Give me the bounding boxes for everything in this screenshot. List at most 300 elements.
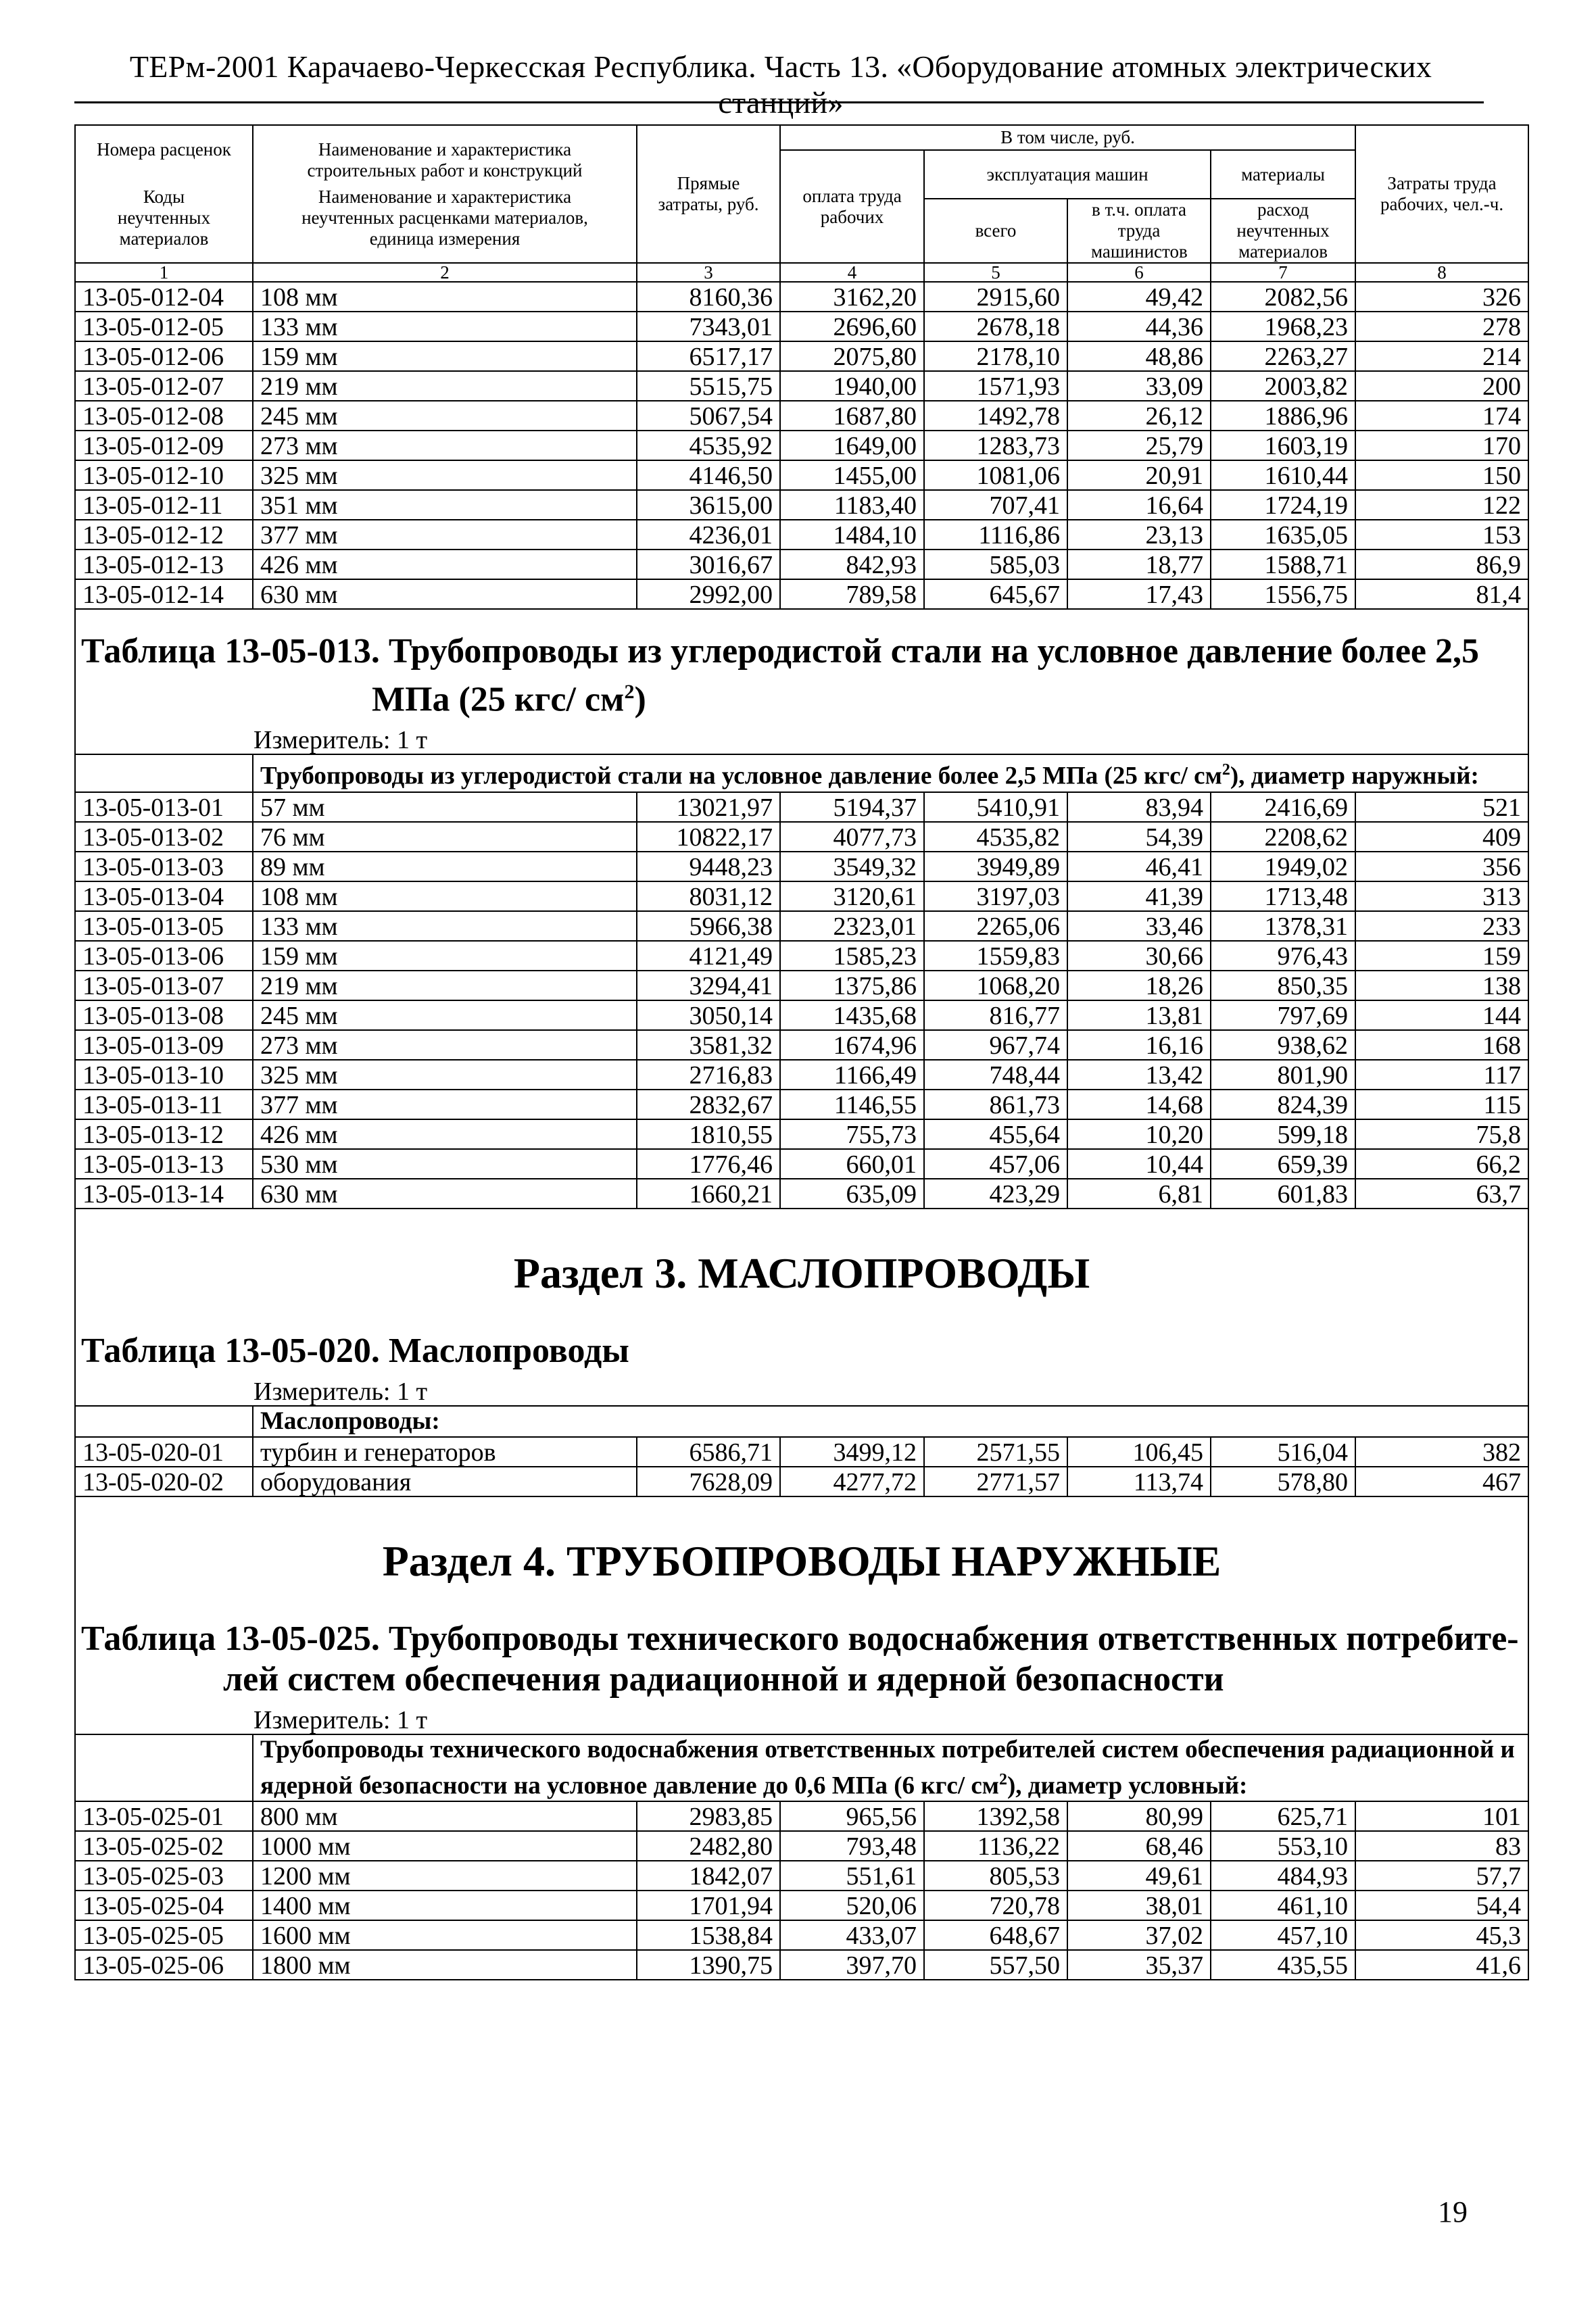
- table-row: [75, 1119, 1528, 1149]
- value-cell: 38,01: [1067, 1891, 1211, 1920]
- value-cell: 455,64: [924, 1119, 1067, 1149]
- value-cell: 793,48: [780, 1831, 924, 1861]
- rate-code: 13-05-012-10: [75, 460, 253, 490]
- item-name: 273 мм: [253, 1030, 637, 1060]
- value-cell: 214: [1355, 341, 1528, 371]
- col-header-wages: оплата труда рабочих: [780, 150, 924, 263]
- value-cell: 1687,80: [780, 401, 924, 431]
- value-cell: 17,43: [1067, 579, 1211, 609]
- value-cell: 115: [1355, 1090, 1528, 1119]
- column-index: 8: [1355, 263, 1528, 282]
- value-cell: 3197,03: [924, 881, 1067, 911]
- value-cell: 1559,83: [924, 941, 1067, 971]
- value-cell: 150: [1355, 460, 1528, 490]
- value-cell: 5966,38: [637, 911, 780, 941]
- value-cell: 2983,85: [637, 1801, 780, 1831]
- value-cell: 4077,73: [780, 822, 924, 852]
- value-cell: 467: [1355, 1467, 1528, 1496]
- value-cell: 1116,86: [924, 520, 1067, 550]
- item-name: 89 мм: [253, 852, 637, 881]
- rate-code: 13-05-012-06: [75, 341, 253, 371]
- value-cell: 174: [1355, 401, 1528, 431]
- value-cell: 2832,67: [637, 1090, 780, 1119]
- value-cell: 6,81: [1067, 1179, 1211, 1209]
- item-name: 219 мм: [253, 971, 637, 1000]
- rate-code: 13-05-013-01: [75, 792, 253, 822]
- item-name: 1400 мм: [253, 1891, 637, 1920]
- value-cell: 3949,89: [924, 852, 1067, 881]
- rate-code: 13-05-012-12: [75, 520, 253, 550]
- measure-unit: Измеритель: 1 т: [75, 1700, 1528, 1734]
- group-label: [253, 1734, 1528, 1801]
- value-cell: 1166,49: [780, 1060, 924, 1090]
- value-cell: 1068,20: [924, 971, 1067, 1000]
- rate-code: 13-05-013-04: [75, 881, 253, 911]
- col-header-material-names: Наименование и характеристика неучтенных расценками материалов, единица измерения: [301, 186, 588, 249]
- measure-unit: Измеритель: 1 т: [75, 1371, 1528, 1406]
- value-cell: 2915,60: [924, 282, 1067, 312]
- item-name: 159 мм: [253, 341, 637, 371]
- value-cell: 1484,10: [780, 520, 924, 550]
- table-row: [75, 431, 1528, 460]
- table-title-line1: Таблица 13-05-025. Трубопроводы технического водоснабжения ответственных потребите-: [81, 1619, 1519, 1658]
- item-name: 245 мм: [253, 1000, 637, 1030]
- title-text: МПа (25 кгс/ см: [372, 680, 625, 719]
- value-cell: 2482,80: [637, 1831, 780, 1861]
- table-row: [75, 401, 1528, 431]
- value-cell: 4121,49: [637, 941, 780, 971]
- group-text-end: ), диаметр наружный:: [1230, 762, 1479, 790]
- table-row: [75, 520, 1528, 550]
- value-cell: 278: [1355, 312, 1528, 341]
- value-cell: 648,67: [924, 1920, 1067, 1950]
- value-cell: 2265,06: [924, 911, 1067, 941]
- group-row: [75, 754, 1528, 791]
- value-cell: 585,03: [924, 550, 1067, 579]
- rates-table: [74, 124, 1529, 1980]
- item-name: 1200 мм: [253, 1861, 637, 1891]
- table-row: [75, 312, 1528, 341]
- value-cell: 66,2: [1355, 1149, 1528, 1179]
- rate-code: 13-05-013-13: [75, 1149, 253, 1179]
- rate-code: 13-05-012-05: [75, 312, 253, 341]
- value-cell: 18,26: [1067, 971, 1211, 1000]
- item-name: 76 мм: [253, 822, 637, 852]
- value-cell: 8160,36: [637, 282, 780, 312]
- item-name: 426 мм: [253, 550, 637, 579]
- table-row: [75, 282, 1528, 312]
- item-name: 133 мм: [253, 312, 637, 341]
- value-cell: 23,13: [1067, 520, 1211, 550]
- value-cell: 4535,82: [924, 822, 1067, 852]
- value-cell: 557,50: [924, 1950, 1067, 1980]
- col-header-labor-costs: Затраты труда рабочих, чел.-ч.: [1355, 125, 1528, 263]
- column-index-row: [75, 263, 1528, 282]
- table-title-row: [75, 1317, 1528, 1371]
- value-cell: 1674,96: [780, 1030, 924, 1060]
- rate-code: 13-05-025-04: [75, 1891, 253, 1920]
- table-title-row: [75, 1605, 1528, 1700]
- value-cell: 86,9: [1355, 550, 1528, 579]
- value-cell: 1492,78: [924, 401, 1067, 431]
- value-cell: 484,93: [1211, 1861, 1355, 1891]
- item-name: 1600 мм: [253, 1920, 637, 1950]
- value-cell: 5194,37: [780, 792, 924, 822]
- table-row: [75, 460, 1528, 490]
- value-cell: 2571,55: [924, 1437, 1067, 1467]
- value-cell: 397,70: [780, 1950, 924, 1980]
- value-cell: 2716,83: [637, 1060, 780, 1090]
- table-row: [75, 1090, 1528, 1119]
- item-name: 1000 мм: [253, 1831, 637, 1861]
- value-cell: 659,39: [1211, 1149, 1355, 1179]
- item-name: 325 мм: [253, 460, 637, 490]
- header-row-1: [75, 125, 1528, 150]
- group-spacer: [75, 1734, 253, 1801]
- value-cell: 1842,07: [637, 1861, 780, 1891]
- value-cell: 578,80: [1211, 1467, 1355, 1496]
- value-cell: 938,62: [1211, 1030, 1355, 1060]
- value-cell: 1588,71: [1211, 550, 1355, 579]
- value-cell: 720,78: [924, 1891, 1067, 1920]
- value-cell: 3581,32: [637, 1030, 780, 1060]
- rate-code: 13-05-012-08: [75, 401, 253, 431]
- item-name: 57 мм: [253, 792, 637, 822]
- value-cell: 457,06: [924, 1149, 1067, 1179]
- value-cell: 1949,02: [1211, 852, 1355, 881]
- item-name: оборудования: [253, 1467, 637, 1496]
- value-cell: 20,91: [1067, 460, 1211, 490]
- table-row: [75, 1950, 1528, 1980]
- table-row: [75, 1149, 1528, 1179]
- value-cell: 41,6: [1355, 1950, 1528, 1980]
- table-row: [75, 1000, 1528, 1030]
- value-cell: 5515,75: [637, 371, 780, 401]
- rate-code: 13-05-012-07: [75, 371, 253, 401]
- value-cell: 18,77: [1067, 550, 1211, 579]
- table-row: [75, 852, 1528, 881]
- value-cell: 1538,84: [637, 1920, 780, 1950]
- rate-code: 13-05-025-06: [75, 1950, 253, 1980]
- rate-code: 13-05-025-01: [75, 1801, 253, 1831]
- rate-code: 13-05-020-01: [75, 1437, 253, 1467]
- value-cell: 159: [1355, 941, 1528, 971]
- value-cell: 170: [1355, 431, 1528, 460]
- value-cell: 46,41: [1067, 852, 1211, 881]
- value-cell: 75,8: [1355, 1119, 1528, 1149]
- table-row: [75, 579, 1528, 609]
- value-cell: 965,56: [780, 1801, 924, 1831]
- value-cell: 4535,92: [637, 431, 780, 460]
- column-index: 7: [1211, 263, 1355, 282]
- value-cell: 10,20: [1067, 1119, 1211, 1149]
- title-superscript: 2: [624, 681, 635, 703]
- value-cell: 553,10: [1211, 1831, 1355, 1861]
- value-cell: 816,77: [924, 1000, 1067, 1030]
- measure-unit-row: [75, 720, 1528, 754]
- rate-code: 13-05-012-04: [75, 282, 253, 312]
- item-name: 377 мм: [253, 520, 637, 550]
- value-cell: 601,83: [1211, 1179, 1355, 1209]
- col-header-names: [253, 125, 637, 263]
- col-header-rate-numbers: Номера расценок: [97, 139, 231, 160]
- value-cell: 1660,21: [637, 1179, 780, 1209]
- value-cell: 6517,17: [637, 341, 780, 371]
- value-cell: 1603,19: [1211, 431, 1355, 460]
- value-cell: 49,61: [1067, 1861, 1211, 1891]
- value-cell: 1713,48: [1211, 881, 1355, 911]
- rate-code: 13-05-013-03: [75, 852, 253, 881]
- table-row: [75, 792, 1528, 822]
- value-cell: 16,64: [1067, 490, 1211, 520]
- value-cell: 707,41: [924, 490, 1067, 520]
- col-header-codes: [75, 125, 253, 263]
- value-cell: 26,12: [1067, 401, 1211, 431]
- page-number: 19: [1438, 2195, 1468, 2228]
- item-name: 530 мм: [253, 1149, 637, 1179]
- value-cell: 3615,00: [637, 490, 780, 520]
- col-header-materials: материалы: [1211, 150, 1355, 199]
- value-cell: 81,4: [1355, 579, 1528, 609]
- table-title: [75, 1605, 1528, 1700]
- value-cell: 33,09: [1067, 371, 1211, 401]
- col-header-material-use: расход неучтенных материалов: [1211, 199, 1355, 263]
- value-cell: 14,68: [1067, 1090, 1211, 1119]
- value-cell: 10822,17: [637, 822, 780, 852]
- value-cell: 805,53: [924, 1861, 1067, 1891]
- table-title-line1: Таблица 13-05-013. Трубопроводы из углеродистой стали на условное давление более 2,5: [81, 632, 1479, 671]
- table-row: [75, 1801, 1528, 1831]
- value-cell: 63,7: [1355, 1179, 1528, 1209]
- value-cell: 3549,32: [780, 852, 924, 881]
- value-cell: 520,06: [780, 1891, 924, 1920]
- value-cell: 16,16: [1067, 1030, 1211, 1060]
- value-cell: 801,90: [1211, 1060, 1355, 1090]
- value-cell: 2992,00: [637, 579, 780, 609]
- value-cell: 521: [1355, 792, 1528, 822]
- rate-code: 13-05-012-14: [75, 579, 253, 609]
- table-title-row: [75, 629, 1528, 720]
- value-cell: 461,10: [1211, 1891, 1355, 1920]
- rate-code: 13-05-013-10: [75, 1060, 253, 1090]
- col-header-machines-total: всего: [924, 199, 1067, 263]
- section-heading-row: [75, 1209, 1528, 1317]
- value-cell: 2323,01: [780, 911, 924, 941]
- rate-code: 13-05-013-12: [75, 1119, 253, 1149]
- table-row: [75, 1060, 1528, 1090]
- table-row: [75, 1920, 1528, 1950]
- value-cell: 861,73: [924, 1090, 1067, 1119]
- value-cell: 153: [1355, 520, 1528, 550]
- table-row: [75, 941, 1528, 971]
- item-name: 426 мм: [253, 1119, 637, 1149]
- value-cell: 1392,58: [924, 1801, 1067, 1831]
- value-cell: 7343,01: [637, 312, 780, 341]
- value-cell: 976,43: [1211, 941, 1355, 971]
- value-cell: 2075,80: [780, 341, 924, 371]
- table-row: [75, 822, 1528, 852]
- group-text: Трубопроводы из углеродистой стали на условное давление более 2,5 МПа (25 кгс/ см: [260, 762, 1222, 790]
- item-name: 325 мм: [253, 1060, 637, 1090]
- item-name: 630 мм: [253, 579, 637, 609]
- value-cell: 313: [1355, 881, 1528, 911]
- item-name: 351 мм: [253, 490, 637, 520]
- rate-code: 13-05-013-08: [75, 1000, 253, 1030]
- value-cell: 5067,54: [637, 401, 780, 431]
- col-header-including: В том числе, руб.: [780, 125, 1355, 150]
- value-cell: 625,71: [1211, 1801, 1355, 1831]
- value-cell: 2263,27: [1211, 341, 1355, 371]
- column-index: 2: [253, 263, 637, 282]
- value-cell: 1810,55: [637, 1119, 780, 1149]
- rate-code: 13-05-013-05: [75, 911, 253, 941]
- value-cell: 842,93: [780, 550, 924, 579]
- value-cell: 168: [1355, 1030, 1528, 1060]
- measure-unit-row: [75, 1700, 1528, 1734]
- item-name: 800 мм: [253, 1801, 637, 1831]
- value-cell: 660,01: [780, 1149, 924, 1179]
- value-cell: 10,44: [1067, 1149, 1211, 1179]
- value-cell: 1940,00: [780, 371, 924, 401]
- item-name: 630 мм: [253, 1179, 637, 1209]
- value-cell: 44,36: [1067, 312, 1211, 341]
- section-heading-row: [75, 1496, 1528, 1605]
- measure-unit: Измеритель: 1 т: [75, 720, 1528, 754]
- rate-code: 13-05-013-09: [75, 1030, 253, 1060]
- table-title-line2: [81, 672, 1522, 720]
- value-cell: 3162,20: [780, 282, 924, 312]
- value-cell: 4146,50: [637, 460, 780, 490]
- value-cell: 1571,93: [924, 371, 1067, 401]
- value-cell: 326: [1355, 282, 1528, 312]
- rate-code: 13-05-020-02: [75, 1467, 253, 1496]
- table-row: [75, 371, 1528, 401]
- value-cell: 1283,73: [924, 431, 1067, 460]
- value-cell: 7628,09: [637, 1467, 780, 1496]
- value-cell: 382: [1355, 1437, 1528, 1467]
- value-cell: 122: [1355, 490, 1528, 520]
- group-spacer: [75, 1406, 253, 1437]
- table-title: Таблица 13-05-020. Маслопроводы: [75, 1317, 1528, 1371]
- value-cell: 645,67: [924, 579, 1067, 609]
- group-row: [75, 1734, 1528, 1801]
- value-cell: 5410,91: [924, 792, 1067, 822]
- value-cell: 37,02: [1067, 1920, 1211, 1950]
- rate-code: 13-05-025-03: [75, 1861, 253, 1891]
- value-cell: 8031,12: [637, 881, 780, 911]
- group-row: [75, 1406, 1528, 1437]
- value-cell: 356: [1355, 852, 1528, 881]
- value-cell: 233: [1355, 911, 1528, 941]
- value-cell: 1378,31: [1211, 911, 1355, 941]
- measure-unit-row: [75, 1371, 1528, 1406]
- value-cell: 1968,23: [1211, 312, 1355, 341]
- table-row: [75, 490, 1528, 520]
- col-header-machines: эксплуатация машин: [924, 150, 1211, 199]
- value-cell: 30,66: [1067, 941, 1211, 971]
- value-cell: 1146,55: [780, 1090, 924, 1119]
- value-cell: 1136,22: [924, 1831, 1067, 1861]
- value-cell: 748,44: [924, 1060, 1067, 1090]
- running-header: ТЕРм-2001 Карачаево-Черкесская Республика. Часть 13. «Оборудование атомных электрических станций»: [129, 49, 1432, 120]
- item-name: 133 мм: [253, 911, 637, 941]
- item-name: турбин и генераторов: [253, 1437, 637, 1467]
- value-cell: 13,81: [1067, 1000, 1211, 1030]
- value-cell: 3294,41: [637, 971, 780, 1000]
- col-header-material-codes: Коды неучтенных материалов: [117, 186, 211, 249]
- value-cell: 1435,68: [780, 1000, 924, 1030]
- group-superscript: 2: [998, 1770, 1007, 1788]
- value-cell: 33,46: [1067, 911, 1211, 941]
- item-name: 219 мм: [253, 371, 637, 401]
- value-cell: 80,99: [1067, 1801, 1211, 1831]
- group-label: Маслопроводы:: [253, 1406, 1528, 1437]
- value-cell: 117: [1355, 1060, 1528, 1090]
- value-cell: 755,73: [780, 1119, 924, 1149]
- rate-code: 13-05-013-06: [75, 941, 253, 971]
- value-cell: 2208,62: [1211, 822, 1355, 852]
- item-name: 273 мм: [253, 431, 637, 460]
- value-cell: 57,7: [1355, 1861, 1528, 1891]
- value-cell: 13,42: [1067, 1060, 1211, 1090]
- table-title: [75, 629, 1528, 720]
- value-cell: 516,04: [1211, 1437, 1355, 1467]
- item-name: 108 мм: [253, 881, 637, 911]
- value-cell: 1776,46: [637, 1149, 780, 1179]
- column-index: 6: [1067, 263, 1211, 282]
- value-cell: 13021,97: [637, 792, 780, 822]
- section-heading: Раздел 4. ТРУБОПРОВОДЫ НАРУЖНЫЕ: [75, 1496, 1528, 1605]
- group-text-end: ), диаметр условный:: [1007, 1771, 1248, 1799]
- value-cell: 1556,75: [1211, 579, 1355, 609]
- table-row: [75, 881, 1528, 911]
- value-cell: 4236,01: [637, 520, 780, 550]
- value-cell: 850,35: [1211, 971, 1355, 1000]
- value-cell: 824,39: [1211, 1090, 1355, 1119]
- value-cell: 789,58: [780, 579, 924, 609]
- value-cell: 6586,71: [637, 1437, 780, 1467]
- value-cell: 54,4: [1355, 1891, 1528, 1920]
- value-cell: 1701,94: [637, 1891, 780, 1920]
- value-cell: 101: [1355, 1801, 1528, 1831]
- value-cell: 2178,10: [924, 341, 1067, 371]
- rate-code: 13-05-025-02: [75, 1831, 253, 1861]
- col-header-direct-costs: Прямые затраты, руб.: [637, 125, 780, 263]
- value-cell: 433,07: [780, 1920, 924, 1950]
- item-name: 108 мм: [253, 282, 637, 312]
- value-cell: 49,42: [1067, 282, 1211, 312]
- header-rule: [74, 101, 1484, 103]
- value-cell: 113,74: [1067, 1467, 1211, 1496]
- value-cell: 967,74: [924, 1030, 1067, 1060]
- rate-code: 13-05-025-05: [75, 1920, 253, 1950]
- group-superscript: 2: [1222, 761, 1230, 779]
- value-cell: 35,37: [1067, 1950, 1211, 1980]
- value-cell: 45,3: [1355, 1920, 1528, 1950]
- value-cell: 435,55: [1211, 1950, 1355, 1980]
- value-cell: 797,69: [1211, 1000, 1355, 1030]
- rate-code: 13-05-013-02: [75, 822, 253, 852]
- rate-code: 13-05-012-11: [75, 490, 253, 520]
- value-cell: 2082,56: [1211, 282, 1355, 312]
- column-index: 4: [780, 263, 924, 282]
- value-cell: 3016,67: [637, 550, 780, 579]
- col-header-operator-wages: в т.ч. оплата труда машинистов: [1067, 199, 1211, 263]
- item-name: 1800 мм: [253, 1950, 637, 1980]
- value-cell: 2003,82: [1211, 371, 1355, 401]
- rate-code: 13-05-012-09: [75, 431, 253, 460]
- table-row: [75, 1030, 1528, 1060]
